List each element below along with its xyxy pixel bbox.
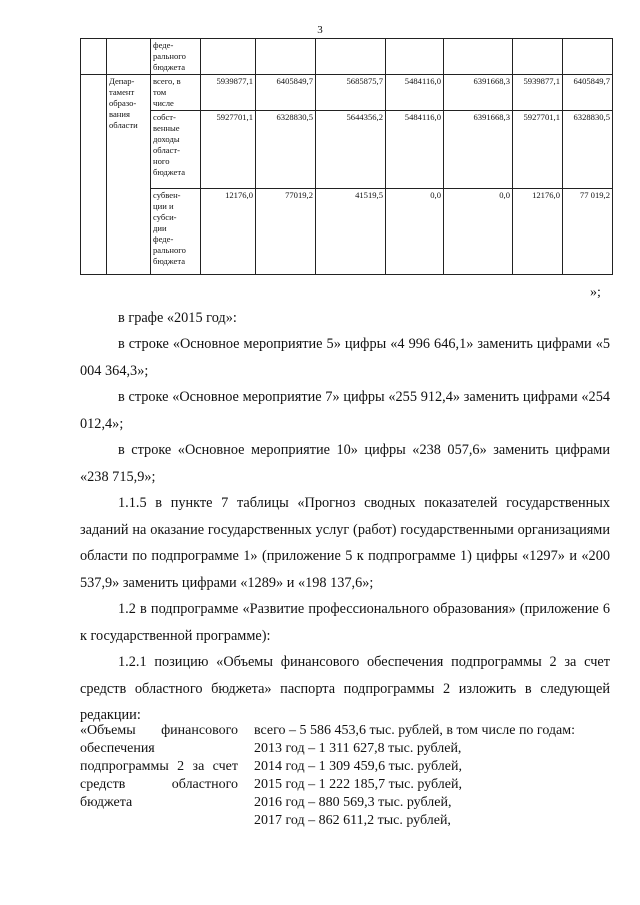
- table-cell-value: 41519,5: [316, 189, 386, 275]
- table-cell-value: 77 019,2: [563, 189, 613, 275]
- table-cell-value: 77019,2: [256, 189, 316, 275]
- table-cell-value: [444, 39, 513, 75]
- table-cell-value: 5939877,1: [201, 75, 256, 111]
- table-cell-value: 6405849,7: [256, 75, 316, 111]
- table-row: [81, 39, 613, 75]
- table-cell-value: 12176,0: [513, 189, 563, 275]
- budget-table: [80, 38, 613, 275]
- table-cell-source: всего, в том числе: [151, 75, 201, 111]
- table-cell-value: 5939877,1: [513, 75, 563, 111]
- passport-label: «Объемы финансового обеспечения подпрограммы 2 за счет средств областного бюджета: [80, 723, 238, 810]
- table-cell-value: 5484116,0: [386, 75, 444, 111]
- closing-quote: »;: [590, 285, 601, 300]
- table-cell: [81, 75, 107, 275]
- table-cell-source: собст- венные доходы област- ного бюджета: [151, 111, 201, 189]
- table-cell-dept: Депар- тамент образо- вания области: [107, 75, 151, 275]
- table-row: [81, 111, 613, 189]
- table-cell-value: 5484116,0: [386, 111, 444, 189]
- passport-values: [254, 722, 614, 830]
- passport-line: 2017 год – 862 611,2 тыс. рублей,: [254, 813, 451, 828]
- table-cell-value: [513, 39, 563, 75]
- table-cell-value: 6405849,7: [563, 75, 613, 111]
- paragraph: в графе «2015 год»:: [118, 310, 237, 326]
- paragraph: 1.2 в подпрограмме «Развитие профессионального образования» (приложение 6 к государственной программе):: [80, 601, 610, 644]
- table-cell-value: [316, 39, 386, 75]
- table-cell-value: 6328830,5: [563, 111, 613, 189]
- table-cell-value: [201, 39, 256, 75]
- paragraph: в строке «Основное мероприятие 5» цифры «4 996 646,1» заменить цифрами «5 004 364,3»;: [80, 336, 610, 379]
- paragraph: 1.2.1 позицию «Объемы финансового обеспечения подпрограммы 2 за счет средств областного бюджета» паспорта подпрограммы 2 изложить в следующей редакции:: [80, 654, 610, 723]
- table-cell-value: 0,0: [386, 189, 444, 275]
- table-cell: [81, 39, 107, 75]
- table-cell-value: 5927701,1: [201, 111, 256, 189]
- table-cell-value: 6328830,5: [256, 111, 316, 189]
- passport-line: 2014 год – 1 309 459,6 тыс. рублей,: [254, 759, 462, 774]
- page-number: 3: [317, 24, 323, 36]
- paragraph: в строке «Основное мероприятие 10» цифры «238 057,6» заменить цифрами «238 715,9»;: [80, 442, 610, 485]
- passport-line: 2016 год – 880 569,3 тыс. рублей,: [254, 795, 452, 810]
- paragraph: 1.1.5 в пункте 7 таблицы «Прогноз сводных показателей государственных заданий на оказание государственных услуг (работ) государственными организациями области по подпрограмме 1» (приложение 5 к подпрограмме 1) цифры «1297» и «200 537,9» заменить цифрами «1289» и «198 137,6»;: [80, 495, 610, 591]
- table-cell-value: 5685875,7: [316, 75, 386, 111]
- table-cell-value: [386, 39, 444, 75]
- table-cell-value: 6391668,3: [444, 111, 513, 189]
- table-cell-source: субвен- ции и субси- дии феде- рального бюджета: [151, 189, 201, 275]
- table-row: [81, 189, 613, 275]
- passport-line: 2015 год – 1 222 185,7 тыс. рублей,: [254, 777, 462, 792]
- passport-line: 2013 год – 1 311 627,8 тыс. рублей,: [254, 741, 462, 756]
- table-cell-value: [256, 39, 316, 75]
- table-cell-value: 6391668,3: [444, 75, 513, 111]
- table-row: [81, 75, 613, 111]
- table-cell-value: 5644356,2: [316, 111, 386, 189]
- table-cell-value: 5927701,1: [513, 111, 563, 189]
- table-cell-dept: [107, 39, 151, 75]
- table-cell-value: 0,0: [444, 189, 513, 275]
- table-cell-source: феде- рального бюджета: [151, 39, 201, 75]
- table-cell-value: 12176,0: [201, 189, 256, 275]
- passport-line: всего – 5 586 453,6 тыс. рублей, в том числе по годам:: [254, 723, 576, 738]
- table-cell-value: [563, 39, 613, 75]
- paragraph: в строке «Основное мероприятие 7» цифры «255 912,4» заменить цифрами «254 012,4»;: [80, 389, 610, 432]
